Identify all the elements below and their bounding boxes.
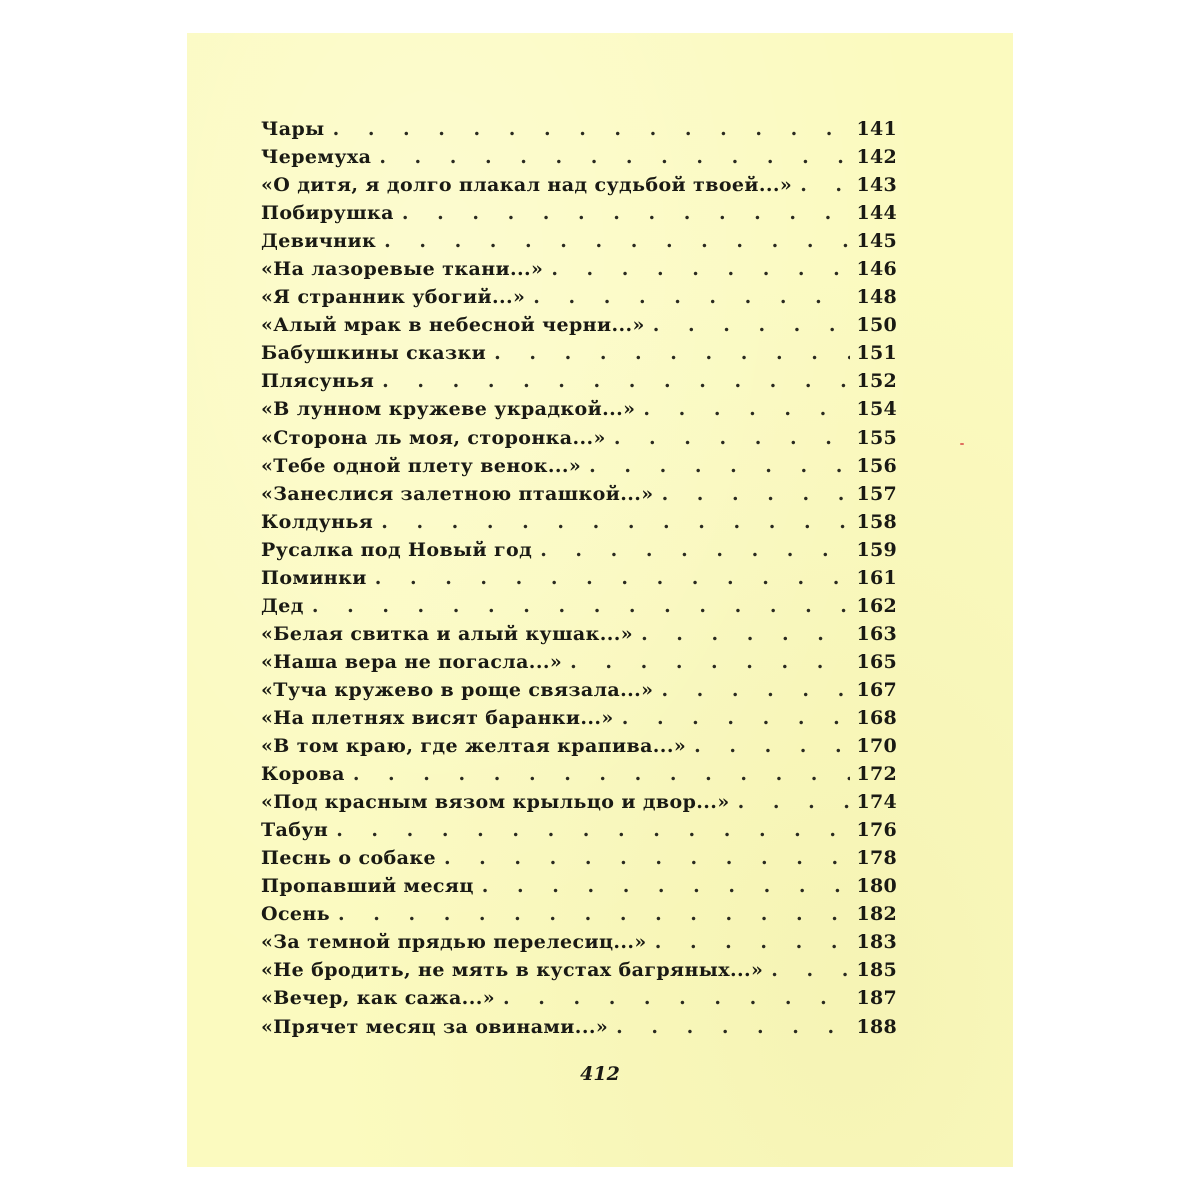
- toc-entry-page: 168: [856, 706, 897, 729]
- dot-leader: [622, 707, 851, 729]
- toc-entry: [261, 651, 897, 679]
- toc-entry-title: «В том краю, где желтая крапива...»: [261, 735, 687, 758]
- dot-leader: [643, 398, 850, 420]
- toc-entry-page: 188: [856, 1015, 897, 1038]
- toc-entry-title: «Алый мрак в небесной черни...»: [261, 314, 645, 337]
- toc-entry: [261, 735, 897, 763]
- toc-entry-page: 187: [856, 987, 897, 1010]
- dot-leader: [771, 959, 850, 981]
- dot-leader: [616, 1016, 850, 1038]
- page-number: 412: [580, 1063, 620, 1085]
- toc-entry: [261, 707, 897, 735]
- toc-entry-page: 172: [856, 763, 897, 786]
- toc-entry: [261, 370, 897, 398]
- dot-leader: [653, 314, 851, 336]
- toc-entry-page: 151: [856, 342, 897, 365]
- toc-entry: [261, 427, 897, 455]
- dot-leader: [379, 146, 850, 168]
- toc-entry-title: Колдунья: [261, 510, 374, 533]
- toc-entry: [261, 987, 897, 1015]
- toc-entry-page: 180: [856, 875, 897, 898]
- dot-leader: [533, 286, 850, 308]
- toc-entry-title: Плясунья: [261, 370, 375, 393]
- toc-entry: [261, 286, 897, 314]
- toc-entry-page: 162: [856, 594, 897, 617]
- toc-entry-page: 154: [856, 398, 897, 421]
- toc-entry-title: Дед: [261, 594, 304, 617]
- toc-entry: [261, 903, 897, 931]
- toc-entry-title: «Тебе одной плету венок...»: [261, 454, 582, 477]
- dot-leader: [375, 567, 851, 589]
- toc-entry-title: «На лазоревые ткани...»: [261, 258, 544, 281]
- toc-entry-page: 148: [856, 286, 897, 309]
- toc-entry: [261, 146, 897, 174]
- toc-entry-page: 165: [856, 650, 897, 673]
- dot-leader: [503, 987, 850, 1009]
- toc-entry: [261, 819, 897, 847]
- toc-entry-title: Пропавший месяц: [261, 875, 474, 898]
- dot-leader: [661, 679, 850, 701]
- toc-entry: [261, 258, 897, 286]
- toc-entry: [261, 202, 897, 230]
- toc-entry: [261, 791, 897, 819]
- dot-leader: [494, 342, 850, 364]
- toc-entry: [261, 174, 897, 202]
- toc-entry-title: Побирушка: [261, 202, 394, 225]
- toc-entry-page: 144: [856, 202, 897, 225]
- toc-entry-title: «В лунном кружеве украдкой...»: [261, 398, 636, 421]
- toc-entry-title: Табун: [261, 819, 329, 842]
- toc-entry: [261, 539, 897, 567]
- dot-leader: [338, 903, 850, 925]
- toc-entry: [261, 398, 897, 426]
- toc-entry: [261, 342, 897, 370]
- toc-entry-page: 155: [856, 426, 897, 449]
- toc-entry-title: Девичник: [261, 230, 377, 253]
- toc-entry-title: «Под красным вязом крыльцо и двор...»: [261, 791, 730, 814]
- toc-entry-page: 142: [856, 146, 897, 169]
- toc-entry-page: 185: [856, 959, 897, 982]
- toc-entry-page: 156: [856, 454, 897, 477]
- toc-entry-page: 145: [856, 230, 897, 253]
- dot-leader: [614, 427, 851, 449]
- dot-leader: [336, 819, 850, 841]
- toc-entry-title: «Вечер, как сажа...»: [261, 987, 495, 1010]
- toc-entry-title: «Туча кружево в роще связала...»: [261, 678, 654, 701]
- toc-entry-title: «Сторона ль моя, сторонка...»: [261, 426, 606, 449]
- dot-leader: [353, 763, 851, 785]
- toc-entry: [261, 623, 897, 651]
- toc-entry-page: 182: [856, 903, 897, 926]
- toc-entry: [261, 230, 897, 258]
- toc-entry-page: 159: [856, 538, 897, 561]
- toc-entry-page: 143: [856, 174, 897, 197]
- dot-leader: [641, 623, 850, 645]
- toc-entry: [261, 763, 897, 791]
- print-speck: [960, 443, 964, 445]
- dot-leader: [312, 595, 851, 617]
- dot-leader: [738, 791, 851, 813]
- dot-leader: [402, 202, 851, 224]
- toc-entry: [261, 455, 897, 483]
- toc-entry-title: Чары: [261, 118, 325, 140]
- dot-leader: [800, 174, 850, 196]
- toc-entry-title: «Белая свитка и алый кушак...»: [261, 622, 634, 645]
- dot-leader: [381, 511, 850, 533]
- toc-entry-title: «Наша вера не погасла...»: [261, 650, 563, 673]
- dot-leader: [444, 847, 850, 869]
- toc-entry-title: Корова: [261, 763, 345, 786]
- toc-entry-title: «Я странник убогий...»: [261, 286, 526, 309]
- table-of-contents: [261, 118, 897, 1044]
- dot-leader: [655, 931, 851, 953]
- toc-entry-page: 163: [856, 622, 897, 645]
- toc-entry-page: 158: [856, 510, 897, 533]
- toc-entry: [261, 595, 897, 623]
- toc-entry-page: 174: [856, 791, 897, 814]
- dot-leader: [384, 230, 850, 252]
- toc-entry-page: 178: [856, 847, 897, 870]
- toc-entry-page: 170: [856, 735, 897, 758]
- toc-entry-title: «Прячет месяц за овинами...»: [261, 1015, 609, 1038]
- toc-entry: [261, 314, 897, 342]
- toc-entry-title: Бабушкины сказки: [261, 342, 487, 365]
- toc-entry-title: «О дитя, я долго плакал над судьбой твоей...»: [261, 174, 793, 197]
- book-page: [187, 33, 1013, 1167]
- toc-entry-page: 183: [856, 931, 897, 954]
- toc-entry-page: 167: [856, 678, 897, 701]
- dot-leader: [694, 735, 850, 757]
- dot-leader: [551, 258, 850, 280]
- toc-entry: [261, 875, 897, 903]
- toc-entry-page: 161: [856, 566, 897, 589]
- dot-leader: [540, 539, 850, 561]
- toc-entry-title: «На плетнях висят баранки...»: [261, 706, 614, 729]
- dot-leader: [382, 370, 850, 392]
- toc-entry-page: 141: [856, 118, 897, 140]
- dot-leader: [333, 118, 851, 140]
- toc-entry-title: «Занеслися залетною пташкой...»: [261, 482, 654, 505]
- dot-leader: [570, 651, 850, 673]
- toc-entry-page: 157: [856, 482, 897, 505]
- toc-entry-title: «Не бродить, не мять в кустах багряных...»: [261, 959, 764, 982]
- toc-entry: [261, 483, 897, 511]
- toc-entry: [261, 567, 897, 595]
- toc-entry: [261, 679, 897, 707]
- toc-entry-page: 146: [856, 258, 897, 281]
- toc-entry-title: Осень: [261, 903, 331, 926]
- toc-entry-title: Черемуха: [261, 146, 372, 169]
- toc-entry: [261, 847, 897, 875]
- dot-leader: [662, 483, 851, 505]
- toc-entry: [261, 511, 897, 539]
- toc-entry-page: 176: [856, 819, 897, 842]
- toc-entry: [261, 959, 897, 987]
- dot-leader: [482, 875, 851, 897]
- toc-entry: [261, 1016, 897, 1044]
- toc-entry: [261, 931, 897, 959]
- toc-entry-title: Русалка под Новый год: [261, 538, 533, 561]
- dot-leader: [589, 455, 850, 477]
- toc-entry-page: 150: [856, 314, 897, 337]
- toc-entry-title: Поминки: [261, 566, 367, 589]
- toc-entry-title: «За темной прядью перелесиц...»: [261, 931, 647, 954]
- toc-entry-title: Песнь о собаке: [261, 847, 436, 870]
- toc-entry: [261, 118, 897, 146]
- toc-entry-page: 152: [856, 370, 897, 393]
